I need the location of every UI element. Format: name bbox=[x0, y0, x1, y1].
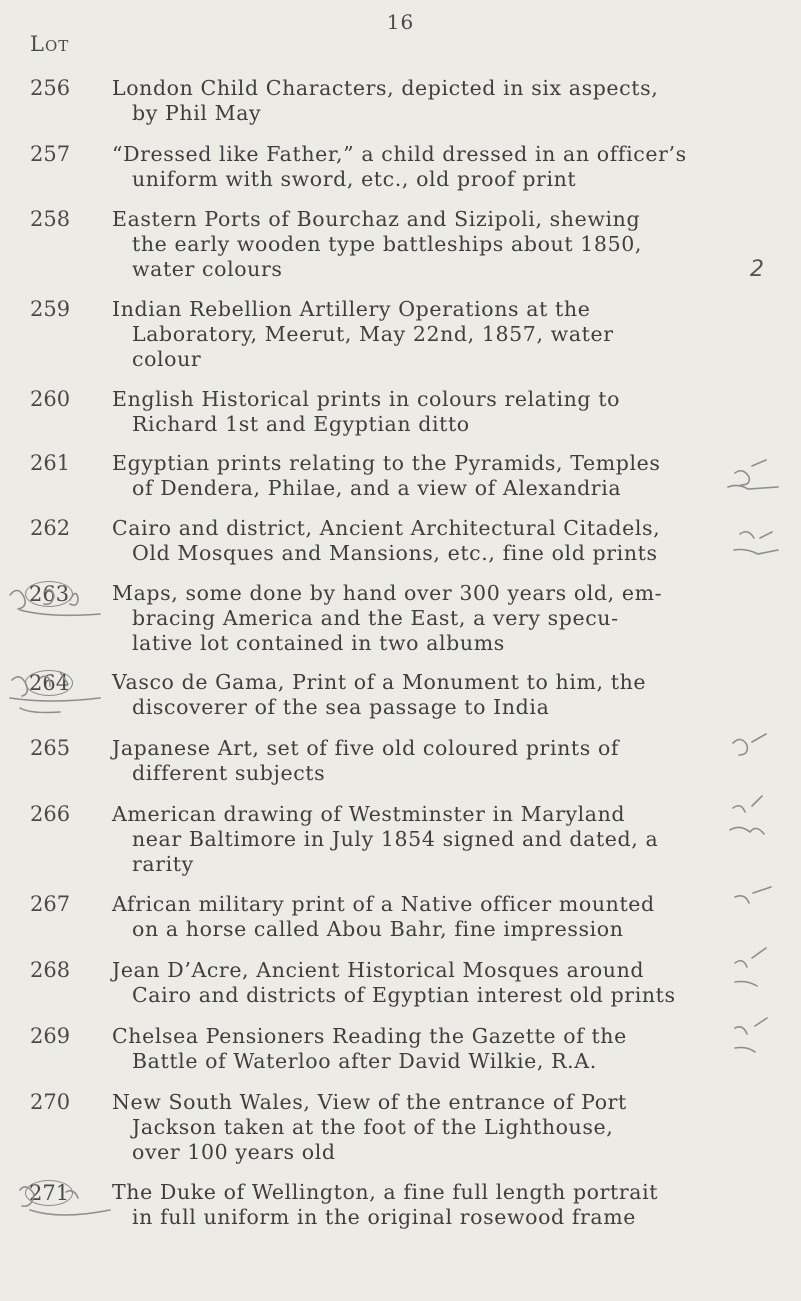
lot-number: 257 bbox=[30, 142, 71, 166]
circled-lot-number: 271 bbox=[25, 1180, 73, 1206]
lot-line: near Baltimore in July 1854 signed and dated, a bbox=[132, 827, 659, 851]
lot-line: on a horse called Abou Bahr, fine impression bbox=[132, 917, 624, 941]
quantity-mark: 2 bbox=[750, 257, 764, 282]
lot-line: Chelsea Pensioners Reading the Gazette of the bbox=[112, 1024, 627, 1048]
lot-line: Cairo and district, Ancient Architectural Citadels, bbox=[112, 516, 661, 540]
lot-number: 259 bbox=[30, 297, 71, 321]
lot-line: Old Mosques and Mansions, etc., fine old prints bbox=[132, 541, 658, 565]
lot-number: 256 bbox=[30, 76, 71, 100]
margin-tick-264 bbox=[10, 672, 100, 713]
lot-line: Vasco de Gama, Print of a Monument to him, the bbox=[112, 670, 647, 694]
lot-line: Laboratory, Meerut, May 22nd, 1857, water bbox=[132, 322, 614, 346]
lot-line: bracing America and the East, a very specu- bbox=[132, 606, 619, 630]
lot-number: 270 bbox=[30, 1090, 71, 1114]
lot-line: African military print of a Native officer mounted bbox=[112, 892, 655, 916]
lot-column-header: Lot bbox=[30, 32, 70, 56]
lot-line: discoverer of the sea passage to India bbox=[132, 695, 550, 719]
margin-tick-263 bbox=[10, 590, 100, 616]
lot-number: 266 bbox=[30, 802, 71, 826]
lot-line: in full uniform in the original rosewood frame bbox=[132, 1205, 637, 1229]
lot-line: Jackson taken at the foot of the Lighthouse, bbox=[132, 1115, 614, 1139]
lot-line: rarity bbox=[132, 852, 194, 876]
lot-line: the early wooden type battleships about 1850, bbox=[132, 232, 642, 256]
lot-line: English Historical prints in colours relating to bbox=[112, 387, 621, 411]
lot-number: 258 bbox=[30, 207, 71, 231]
lot-number: 269 bbox=[30, 1024, 71, 1048]
lot-line: New South Wales, View of the entrance of Port bbox=[112, 1090, 627, 1114]
circled-lot-number: 264 bbox=[25, 670, 73, 696]
lot-line: The Duke of Wellington, a fine full length portrait bbox=[112, 1180, 659, 1204]
lot-number: 265 bbox=[30, 736, 71, 760]
lot-number: 268 bbox=[30, 958, 71, 982]
right-margin-marks bbox=[728, 460, 778, 1052]
lot-number: 262 bbox=[30, 516, 71, 540]
lot-line: “Dressed like Father,” a child dressed in an officer’s bbox=[112, 142, 687, 166]
lot-line: colour bbox=[132, 347, 202, 371]
lot-number: 261 bbox=[30, 451, 71, 475]
lot-line: Richard 1st and Egyptian ditto bbox=[132, 412, 470, 436]
lot-line: Egyptian prints relating to the Pyramids, Temples bbox=[112, 451, 661, 475]
lot-line: Battle of Waterloo after David Wilkie, R.A. bbox=[132, 1049, 597, 1073]
lot-line: Cairo and districts of Egyptian interest old prints bbox=[132, 983, 676, 1007]
lot-line: water colours bbox=[132, 257, 283, 281]
lot-line: different subjects bbox=[132, 761, 326, 785]
lot-line: Eastern Ports of Bourchaz and Sizipoli, shewing bbox=[112, 207, 641, 231]
lot-line: London Child Characters, depicted in six aspects, bbox=[112, 76, 659, 100]
lot-line: lative lot contained in two albums bbox=[132, 631, 505, 655]
lot-line: Japanese Art, set of five old coloured prints of bbox=[112, 736, 620, 760]
lot-number: 260 bbox=[30, 387, 71, 411]
lot-line: Maps, some done by hand over 300 years old, em- bbox=[112, 581, 663, 605]
circled-lot-number: 263 bbox=[25, 581, 73, 607]
lot-line: of Dendera, Philae, and a view of Alexandria bbox=[132, 476, 622, 500]
margin-tick-271 bbox=[20, 1187, 110, 1215]
lot-line: uniform with sword, etc., old proof print bbox=[132, 167, 577, 191]
page-number: 16 bbox=[386, 10, 415, 34]
lot-line: Jean D’Acre, Ancient Historical Mosques around bbox=[112, 958, 645, 982]
lot-line: American drawing of Westminster in Maryland bbox=[112, 802, 626, 826]
lot-number: 267 bbox=[30, 892, 71, 916]
lot-line: over 100 years old bbox=[132, 1140, 336, 1164]
lot-line: by Phil May bbox=[132, 101, 262, 125]
lot-line: Indian Rebellion Artillery Operations at the bbox=[112, 297, 591, 321]
